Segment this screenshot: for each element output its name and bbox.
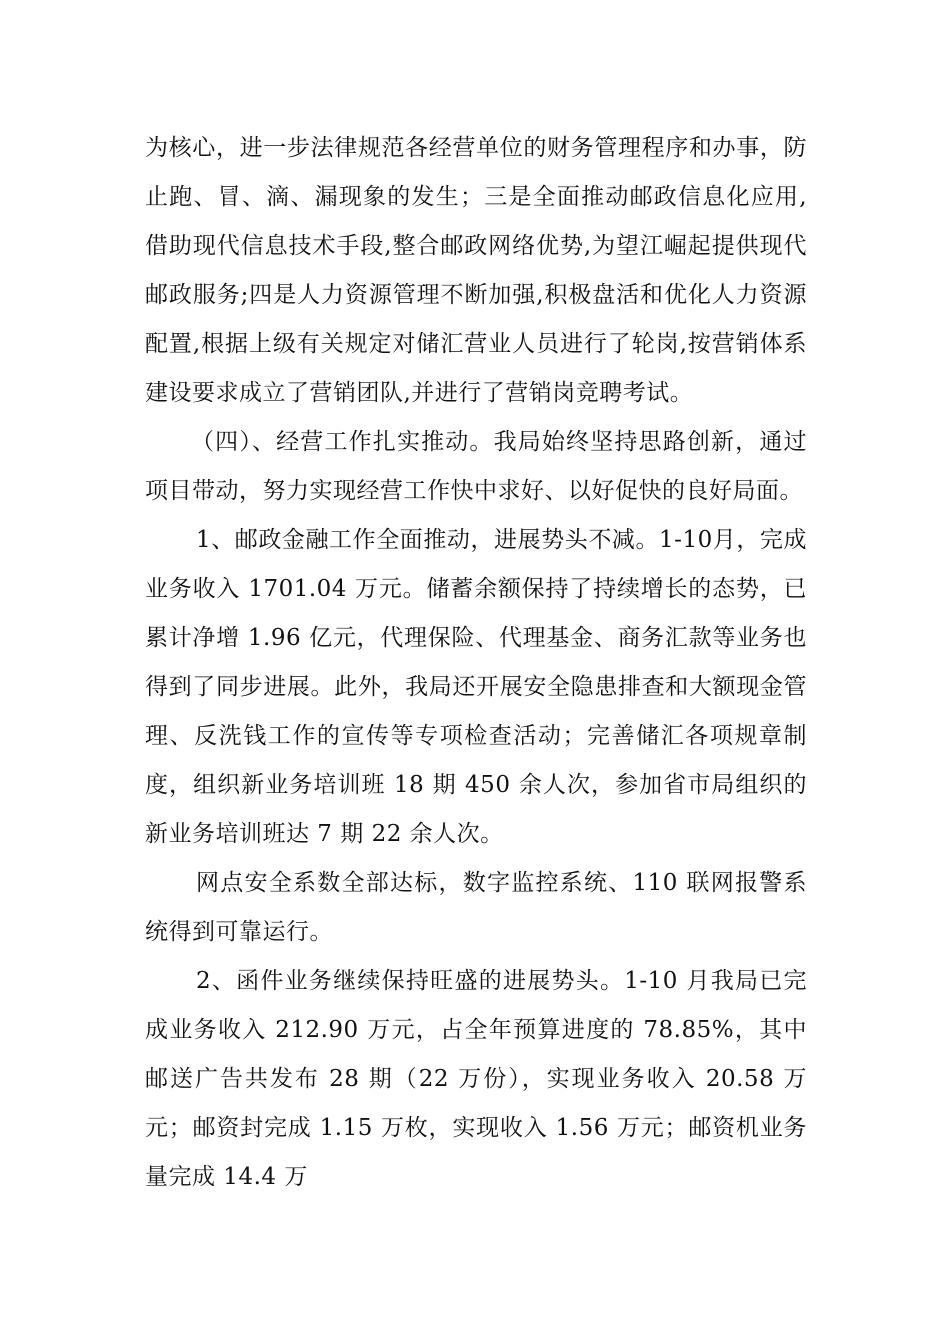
paragraph-section-four-heading: （四）、经营工作扎实推动。我局始终坚持思路创新，通过项目带动，努力实现经营工作快中求好、以好促快的良好局面。 bbox=[145, 429, 807, 504]
paragraph-letter-business: 2、函件业务继续保持旺盛的进展势头。1-10 月我局已完成业务收入 212.90 万元，占全年预算进度的 78.85%，其中邮送广告共发布 28 期（22 万份），实现业务收入 20.58 万元；邮资封完成 1.15 万枚，实现收入 1.56 万元；邮资机业务量完成 14.4 万 bbox=[145, 968, 807, 1190]
paragraph-postal-finance: 1、邮政金融工作全面推动，进展势头不减。1-10月，完成业务收入 1701.04 万元。储蓄余额保持了持续增长的态势，已累计净增 1.96 亿元，代理保险、代理基金、商务汇款等业务也得到了同步进展。此外，我局还开展安全隐患排查和大额现金管理、反洗钱工作的宣传等专项检查活动；完善储汇各项规章制度，组织新业务培训班 18 期 450 余人次，参加省市局组织的新业务培训班达 7 期 22 余人次。 bbox=[145, 527, 807, 847]
paragraph-management-measures: 为核心，进一步法律规范各经营单位的财务管理程序和办事，防止跑、冒、滴、漏现象的发生；三是全面推动邮政信息化应用,借助现代信息技术手段,整合邮政网络优势,为望江崛起提供现代邮政服务;四是人力资源管理不断加强,积极盘活和优化人力资源配置,根据上级有关规定对储汇营业人员进行了轮岗,按营销体系建设要求成立了营销团队,并进行了营销岗竞聘考试。 bbox=[145, 135, 807, 406]
document-page bbox=[145, 124, 807, 1202]
paragraph-outlet-security: 网点安全系数全部达标，数字监控系统、110 联网报警系统得到可靠运行。 bbox=[145, 870, 807, 945]
